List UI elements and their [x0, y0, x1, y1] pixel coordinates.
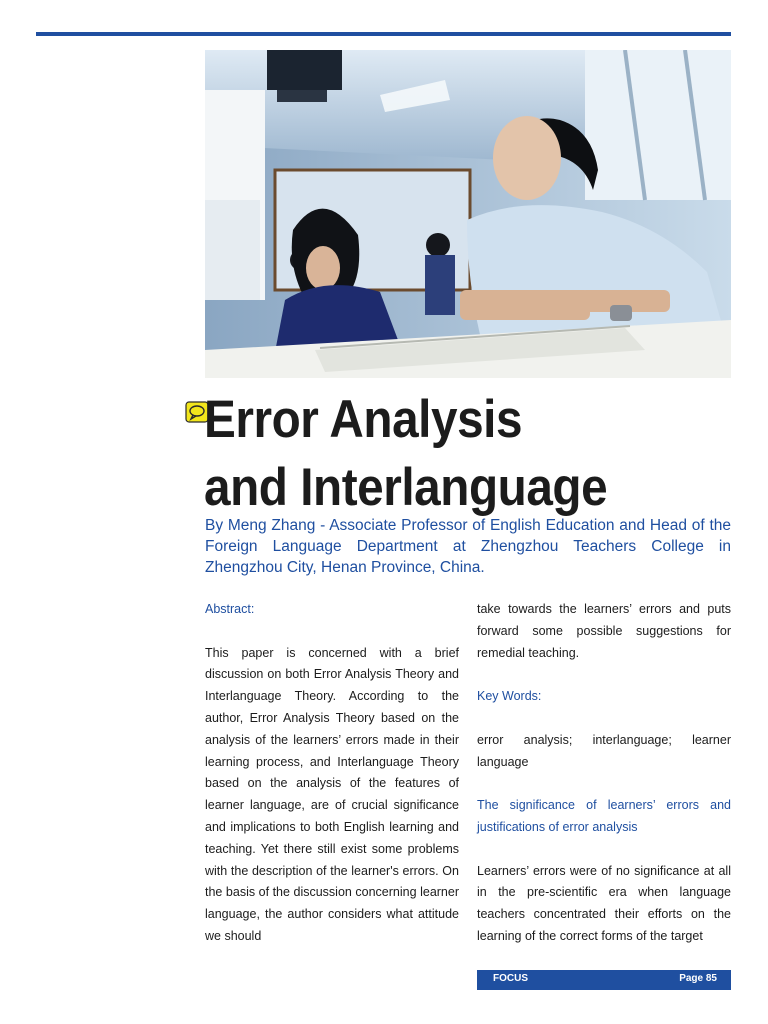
footer-section-label: FOCUS	[493, 973, 528, 984]
abstract-text: This paper is concerned with a brief discussion on both Error Analysis Theory and Interlanguage Theory. According to the author, Error Analysis Theory based on the analysis of the learners’ errors made in their learning process, and Interlanguage Theory based on the analysis of the features of learner language, are of crucial significance and implications to both English learning and teaching. Yet there still exist some problems with the description of the learner's errors. On the basis of the discussion concerning learner language, the author considers what attitude we should	[205, 645, 459, 943]
abstract-continued: take towards the learners’ errors and puts forward some possible suggestions for remedial teaching.	[477, 602, 731, 660]
top-rule	[36, 32, 731, 36]
article-title-line2: and Interlanguage	[204, 458, 608, 517]
page-number: Page 85	[679, 973, 717, 984]
left-column	[205, 599, 459, 948]
section-heading: The significance of learners’ errors and justifications of error analysis	[477, 798, 731, 834]
right-column	[477, 599, 731, 948]
footer-bar	[477, 970, 731, 990]
author-byline: By Meng Zhang - Associate Professor of English Education and Head of the Foreign Language Department at Zhengzhou Teachers College in Zhengzhou City, Henan Province, China.	[205, 517, 731, 576]
article-title	[204, 386, 607, 522]
article-title-line1: Error Analysis	[204, 390, 523, 449]
section-text: Learners’ errors were of no significance at all in the pre-scientific era when language teachers concentrated their efforts on the learning of the correct forms of the target	[477, 863, 731, 943]
keywords-text: error analysis; interlanguage; learner language	[477, 732, 731, 769]
article-photo	[205, 50, 731, 378]
keywords-heading: Key Words:	[477, 689, 542, 704]
abstract-heading: Abstract:	[205, 602, 255, 616]
